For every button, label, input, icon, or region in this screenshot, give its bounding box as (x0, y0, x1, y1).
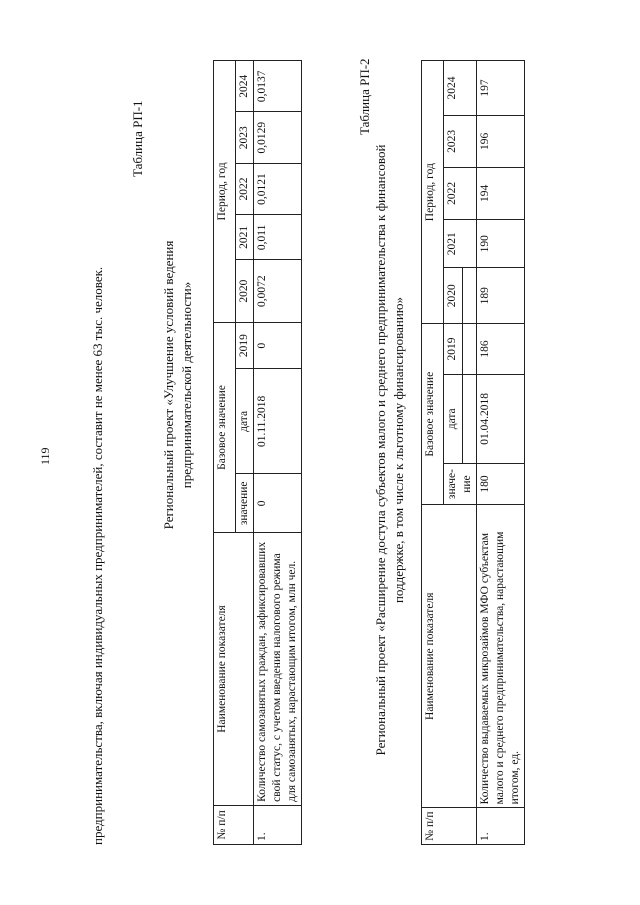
table2-row-value: 186 (476, 324, 524, 374)
table1-header-year: 2022 (236, 163, 254, 214)
table1-header-year: 2021 (236, 215, 254, 260)
table2-header-empty-cell (462, 268, 476, 324)
table1-header-base-date: дата (236, 369, 254, 474)
table1-header-num: № п/п (214, 805, 254, 844)
table2-header-base-date: дата (444, 374, 463, 463)
table1-heading-line1: Региональный проект «Улучшение условий ведения (161, 240, 176, 530)
table-row (253, 61, 301, 845)
table2-header-row (422, 61, 444, 845)
table1-header-year: 2023 (236, 112, 254, 163)
table1-header-year: 2024 (236, 61, 254, 113)
table2-header-year: 2022 (444, 167, 477, 220)
table1-row-value: 0,0137 (253, 61, 301, 113)
table1-heading (160, 165, 195, 605)
table2-row-name: Количество выдаваемых микрозаймов МФО субъектам малого и среднего предпринимательства, нарастающим итогом, ед. (476, 505, 524, 808)
table2-header-name: Наименование показателя (422, 505, 477, 808)
table2-heading-line2: поддержке, в том числе к льготному финансированию» (390, 296, 406, 604)
table1-row-value: 0,0121 (253, 163, 301, 214)
table2-header-year: 2021 (444, 220, 477, 268)
table2-header-period: Период, год (422, 61, 444, 324)
table1-header-base: Базовое значение (214, 322, 236, 532)
table-row (476, 61, 524, 845)
table2-header-base: Базовое значение (422, 324, 444, 505)
table2-header-year: 2023 (444, 116, 477, 167)
table1-row-num: 1. (253, 805, 301, 844)
table2-header-year: 2019 (444, 324, 463, 374)
table2-header-base-value: значе-ние (444, 463, 477, 504)
table1-heading-line2: предпринимательской деятельности» (178, 281, 194, 489)
table1-label: Таблица РП-1 (130, 100, 145, 177)
table2-header-num: № п/п (422, 808, 477, 845)
table2-row-num: 1. (476, 808, 524, 845)
table1-row-base-value: 0 (253, 474, 301, 533)
table1-header-year: 2020 (236, 260, 254, 322)
page-number: 119 (38, 447, 52, 465)
table2-heading-line1: Региональный проект «Расширение доступа субъектов малого и среднего предпринимательства к финансовой (373, 144, 388, 756)
table2-row-value: 197 (476, 61, 524, 116)
table2-header-empty-cell (462, 324, 476, 374)
table2 (421, 60, 525, 845)
table1-row-value: 0,011 (253, 215, 301, 260)
table1-row-value: 0,0072 (253, 260, 301, 322)
table2-header-year: 2024 (444, 61, 477, 116)
table2-heading (372, 55, 407, 845)
table1-row-name: Количество самозанятых граждан, зафиксировавших свой статус, с учетом введения налогового режима для самозанятых, нарастающим итогом, млн чел. (253, 533, 301, 806)
table1-header-period: Период, год (214, 61, 236, 323)
table2-row-base-value: 180 (476, 463, 524, 504)
table1-row-base-date: 01.11.2018 (253, 369, 301, 474)
table2-row-value: 196 (476, 116, 524, 167)
table2-header-year: 2020 (444, 268, 463, 324)
table1-header-row (214, 61, 236, 845)
table1 (213, 60, 302, 845)
table1-header-name: Наименование показателя (214, 533, 254, 806)
table1-row-value: 0,0129 (253, 112, 301, 163)
table2-label: Таблица РП-2 (357, 58, 372, 135)
table1-header-year: 2019 (236, 322, 254, 368)
table1-header-base-value: значение (236, 474, 254, 533)
table2-row-value: 189 (476, 268, 524, 324)
intro-text: предпринимательства, включая индивидуальных предпринимателей, составит не менее 63 тыс. человек. (90, 266, 105, 845)
table2-row-value: 190 (476, 220, 524, 268)
table1-row-value: 0 (253, 322, 301, 368)
table2-header-empty-cell (462, 374, 476, 463)
table2-row-base-date: 01.04.2018 (476, 374, 524, 463)
table2-row-value: 194 (476, 167, 524, 220)
